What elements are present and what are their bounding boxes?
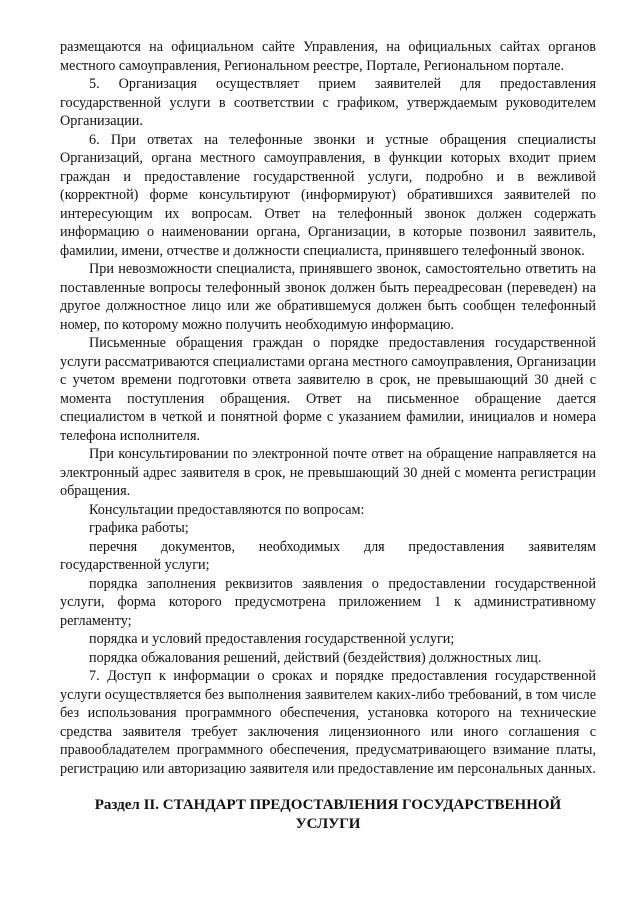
list-item-schedule: графика работы; <box>89 520 189 536</box>
paragraph-item-5: 5. Организация осуществляет прием заявителей для предоставления государственной услуги в соответствии с графиком, утверждаемым руководителем Организации. <box>60 76 596 129</box>
paragraph-item-6: 6. При ответах на телефонные звонки и устные обращения специалисты Организаций, органа местного самоуправления, в функции которых входит прием граждан и предоставление государственной услуги, подробно и в вежливой (корректной) форме консультируют (информируют) обратившихся заявителей по интересующим их вопросам. Ответ на телефонный звонок должен содержать информацию о наименовании органа, Организации, в которые позвонил заявитель, фамилии, имени, отчестве и должности специалиста, принявшего телефонный звонок. <box>60 131 596 259</box>
paragraph-continuation: размещаются на официальном сайте Управления, на официальных сайтах органов местного самоуправления, Региональном реестре, Портале, Региональном портале. <box>60 39 596 74</box>
paragraph-consultation-topics: Консультации предоставляются по вопросам: <box>89 501 365 518</box>
section-heading <box>60 796 596 834</box>
document-page <box>60 38 596 834</box>
paragraph-written-requests: Письменные обращения граждан о порядке предоставления государственной услуги рассматриваются специалистами органа местного самоуправления, Организации с учетом времени подготовки ответа заявителю в срок, не превышающий 30 дней с момента поступления обращения. Ответ на письменное обращение дается специалистом в четкой и понятной форме с указанием фамилии, инициалов и номера телефона исполнителя. <box>60 335 596 444</box>
section-heading-line-2: УСЛУГИ <box>295 816 361 832</box>
section-heading-line-1: Раздел II. СТАНДАРТ ПРЕДОСТАВЛЕНИЯ ГОСУДАРСТВЕННОЙ <box>94 797 562 813</box>
list-item-appeal: порядка обжалования решений, действий (бездействия) должностных лиц. <box>89 649 542 666</box>
paragraph-redirect-call: При невозможности специалиста, принявшего звонок, самостоятельно ответить на поставленные вопросы телефонный звонок должен быть переадресован (переведен) на другое должностное лицо или же обратившемуся должен быть сообщен телефонный номер, по которому можно получить необходимую информацию. <box>60 261 596 333</box>
list-item-conditions: порядка и условий предоставления государственной услуги; <box>89 631 455 647</box>
list-item-application-form: порядка заполнения реквизитов заявления о предоставлении государственной услуги, форма которого предусмотрена приложением 1 к административному регламенту; <box>60 575 596 629</box>
paragraph-email-consulting: При консультировании по электронной почте ответ на обращение направляется на электронный адрес заявителя в срок, не превышающий 30 дней с момента регистрации обращения. <box>60 446 596 499</box>
list-item-documents: перечня документов, необходимых для предоставления заявителям государственной услуги; <box>60 538 596 573</box>
paragraph-item-7: 7. Доступ к информации о сроках и порядке предоставления государственной услуги осуществляется без выполнения заявителем каких-либо требований, в том числе без использования программного обеспечения, установка которого на технические средства заявителя требует заключения лицензионного или иного соглашения с правообладателем программного обеспечения, предусматривающего взимание платы, регистрацию или авторизацию заявителя или предоставление им персональных данных. <box>60 668 596 777</box>
